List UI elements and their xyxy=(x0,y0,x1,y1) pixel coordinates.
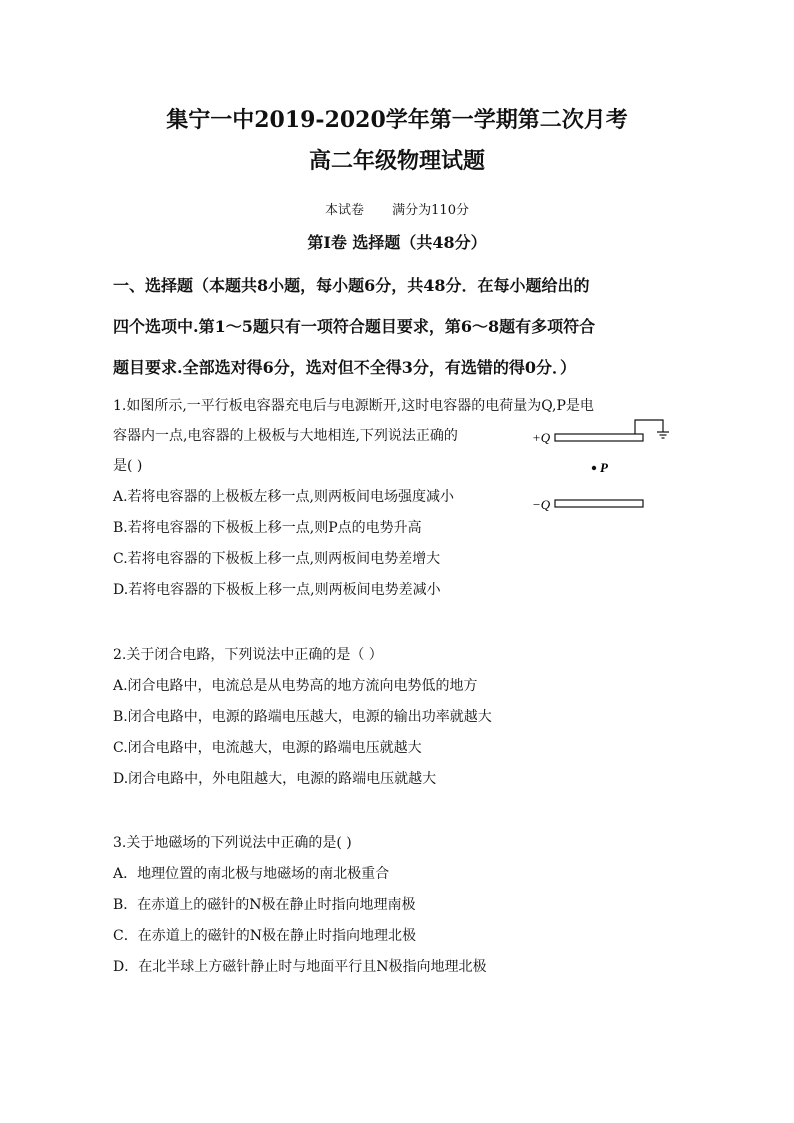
bottom-plate xyxy=(555,500,643,507)
exam-title: 集宁一中2019-2020学年第一学期第二次月考 xyxy=(166,107,628,133)
question-3-option-c: C．在赤道上的磁针的N极在静止时指向地理北极 xyxy=(113,928,416,944)
question-2-option-d: D.闭合电路中，外电阻越大，电源的路端电压就越大 xyxy=(113,771,437,787)
question-1-option-c: C.若将电容器的下极板上移一点,则两板间电势差增大 xyxy=(113,551,441,567)
full-score: 满分为110分 xyxy=(392,203,469,218)
instruction-line: 题目要求.全部选对得6分，选对但不全得3分，有选错的得0分．） xyxy=(113,358,576,377)
question-3-option-b: B．在赤道上的磁针的N极在静止时指向地理南极 xyxy=(113,897,416,913)
question-2-option-c: C.闭合电路中，电流越大，电源的路端电压就越大 xyxy=(113,740,422,756)
question-1-option-d: D.若将电容器的下极板上移一点,则两板间电势差减小 xyxy=(113,582,441,598)
question-2-option-b: B.闭合电路中，电源的路端电压越大，电源的输出功率就越大 xyxy=(113,709,492,725)
question-3-option-d: D．在北半球上方磁针静止时与地面平行且N极指向地理北极 xyxy=(113,959,487,975)
instruction-line: 四个选项中.第1～5题只有一项符合题目要求，第6～8题有多项符合 xyxy=(113,317,596,336)
point-p-label: P xyxy=(600,460,608,475)
paper-info xyxy=(0,199,794,218)
section-heading: 第Ⅰ卷 选择题（共48分） xyxy=(307,233,487,252)
ground-icon xyxy=(657,432,669,438)
question-3-stem: 3.关于地磁场的下列说法中正确的是( ) xyxy=(113,835,352,851)
question-1-stem-line: 是( ) xyxy=(113,458,143,474)
bottom-plate-label: −Q xyxy=(532,497,551,512)
top-plate xyxy=(555,434,643,441)
question-2-option-a: A.闭合电路中，电流总是从电势高的地方流向电势低的地方 xyxy=(113,678,478,694)
question-2-stem: 2.关于闭合电路，下列说法中正确的是（ ） xyxy=(113,647,383,663)
question-1-option-a: A.若将电容器的上极板左移一点,则两板间电场强度减小 xyxy=(113,489,455,505)
question-1-option-b: B.若将电容器的下极板上移一点,则P点的电势升高 xyxy=(113,520,422,536)
instruction-line: 一、选择题（本题共8小题，每小题6分，共48分．在每小题给出的 xyxy=(113,276,590,295)
question-3-option-a: A．地理位置的南北极与地磁场的南北极重合 xyxy=(113,866,390,882)
exam-subtitle: 高二年级物理试题 xyxy=(308,148,485,174)
point-p-dot xyxy=(592,466,596,470)
question-1-stem-line: 1.如图所示,一平行板电容器充电后与电源断开,这时电容器的电荷量为Q,P是电 xyxy=(113,398,594,414)
capacitor-diagram xyxy=(528,412,688,522)
top-plate-label: +Q xyxy=(532,430,551,445)
paper-label: 本试卷 xyxy=(325,203,365,218)
question-1-stem-line: 容器内一点,电容器的上极板与大地相连,下列说法正确的 xyxy=(113,428,458,444)
